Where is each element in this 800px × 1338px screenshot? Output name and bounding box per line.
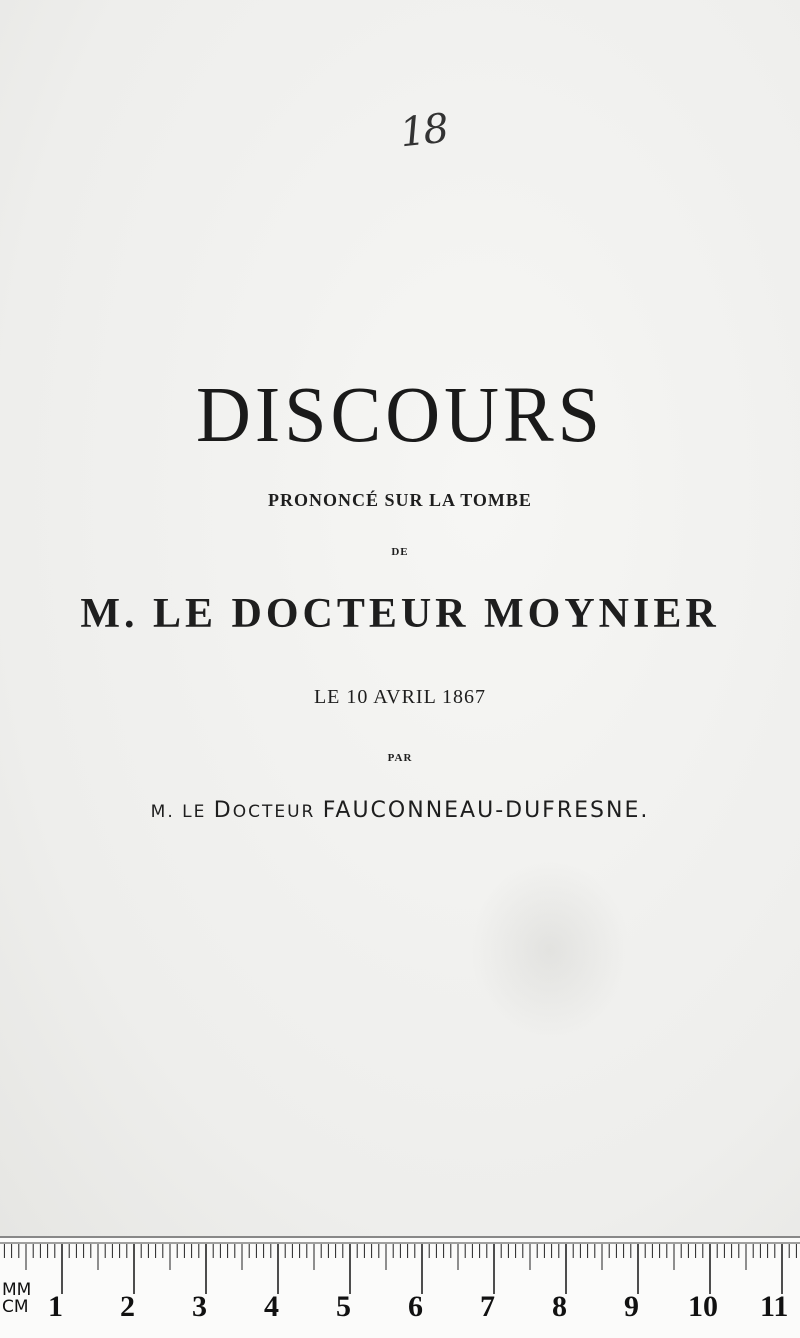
ruler-cm-label: 1 — [48, 1290, 63, 1323]
author-surname: FAUCONNEAU-DUFRESNE. — [322, 798, 650, 823]
ruler-unit-cm: CM — [2, 1297, 29, 1317]
by-label: PAR — [387, 752, 413, 764]
paper-stain — [470, 860, 630, 1040]
ruler-cm-label: 5 — [336, 1290, 351, 1323]
ruler-cm-label: 7 — [480, 1290, 495, 1323]
speech-date: LE 10 AVRIL 1867 — [313, 686, 487, 708]
ruler-cm-label: 2 — [120, 1290, 135, 1323]
author-docteur-initial: D — [213, 798, 233, 823]
subject-name: M. LE DOCTEUR MOYNIER — [80, 591, 720, 637]
ruler-cm-label: 4 — [264, 1290, 279, 1323]
document-title: DISCOURS — [196, 370, 604, 460]
ruler-cm-label: 3 — [192, 1290, 207, 1323]
author-prefix: M. — [150, 802, 183, 822]
author-docteur-rest: OCTEUR — [232, 802, 323, 822]
author-line — [0, 798, 800, 823]
handwritten-page-number: 18 — [397, 105, 450, 157]
ruler-cm-label: 8 — [552, 1290, 567, 1323]
ruler-cm-label: 9 — [624, 1290, 639, 1323]
preposition-de: DE — [391, 546, 409, 558]
document-subtitle: PRONONCÉ SUR LA TOMBE — [268, 490, 532, 510]
ruler-unit-mm: MM — [2, 1280, 32, 1300]
ruler-cm-label: 11 — [760, 1290, 789, 1323]
author-le: LE — [182, 802, 214, 822]
ruler-cm-label: 6 — [408, 1290, 423, 1323]
ruler-cm-label: 10 — [688, 1290, 718, 1323]
measurement-ruler — [0, 1236, 800, 1338]
